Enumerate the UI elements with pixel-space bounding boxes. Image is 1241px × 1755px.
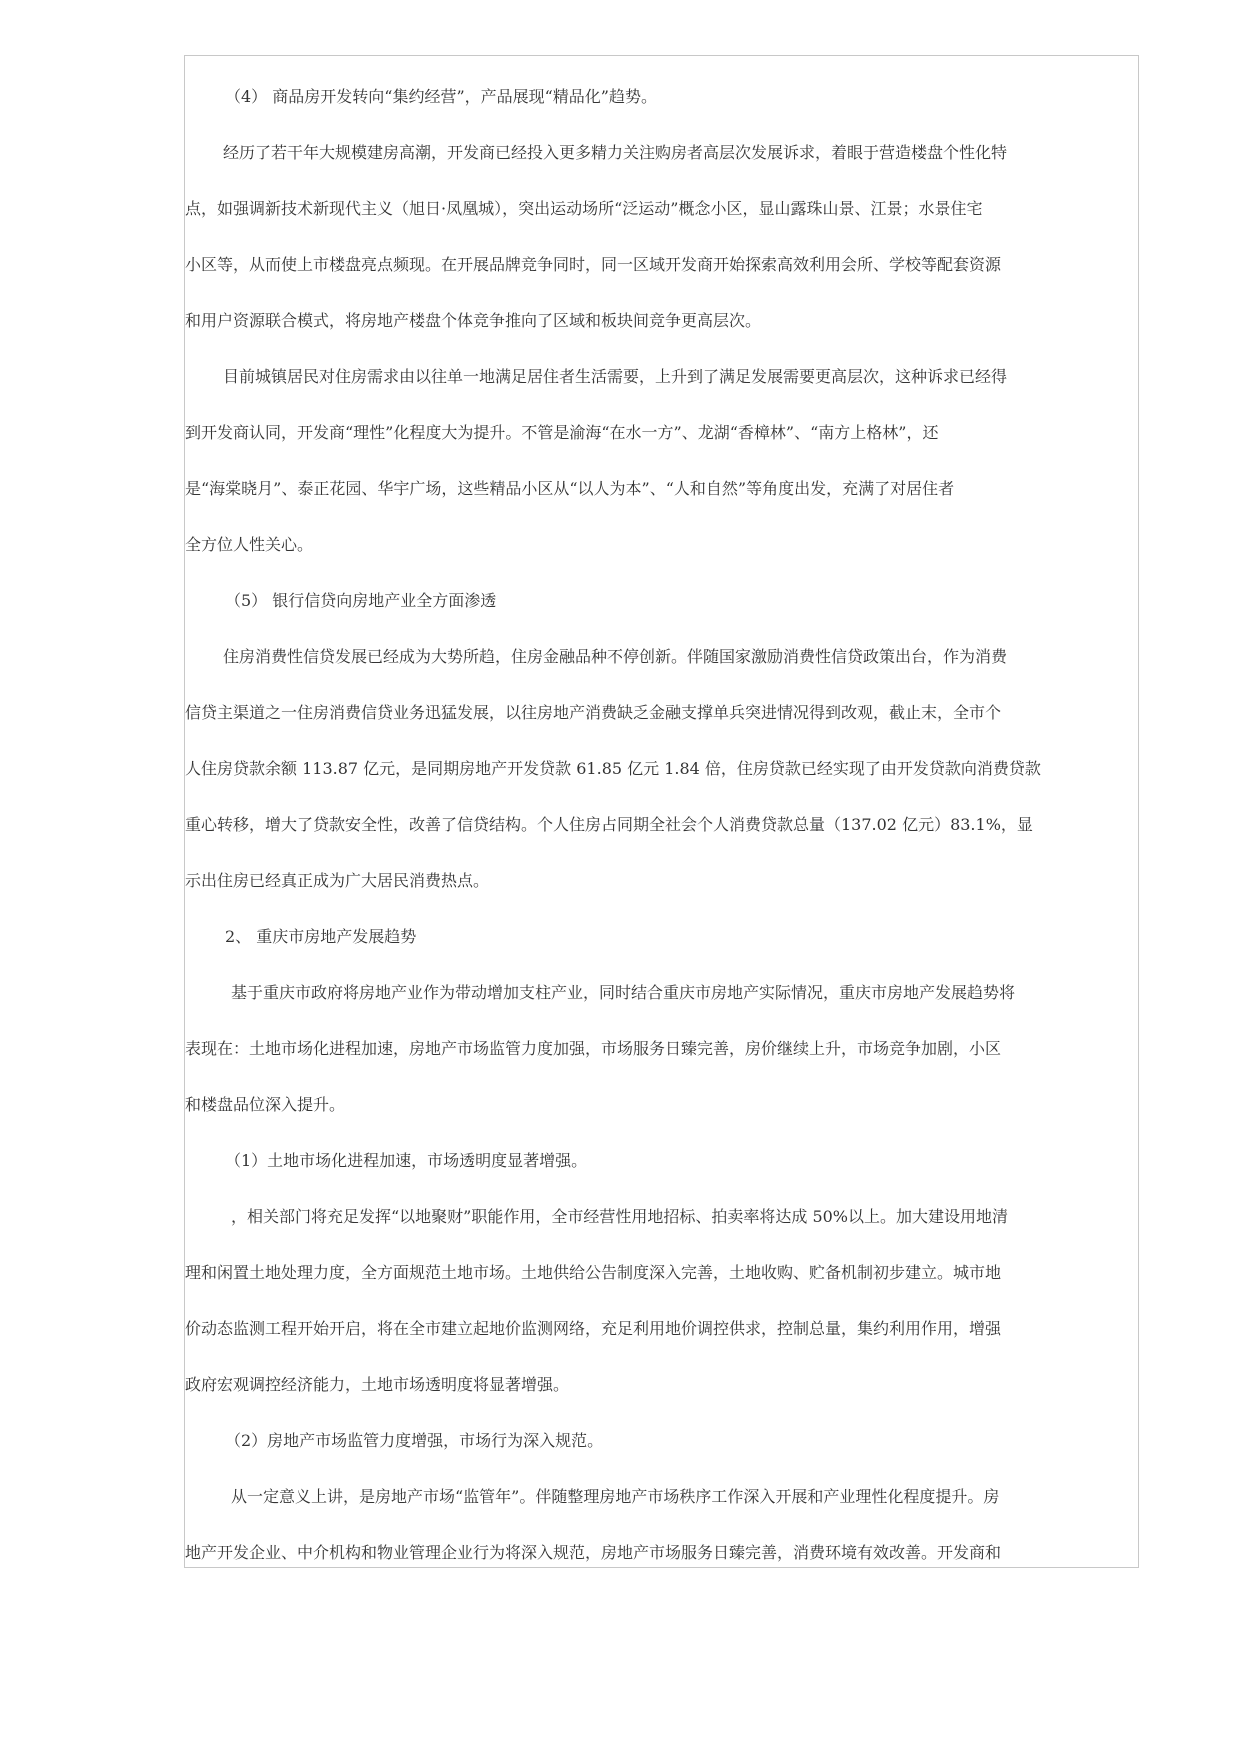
paragraph-first-line: 从一定意义上讲，是房地产市场“监管年”。伴随整理房地产市场秩序工作深入开展和产业理性化程度提升。房 — [231, 1487, 1000, 1506]
paragraph-line: 到开发商认同，开发商“理性”化程度大为提升。不管是渝海“在水一方”、龙湖“香樟林”、“南方上格林”，还 — [185, 423, 939, 442]
section-heading: 2、 重庆市房地产发展趋势 — [225, 927, 417, 946]
section-heading: （4） 商品房开发转向“集约经营”，产品展现“精品化”趋势。 — [225, 87, 657, 106]
paragraph-line: 和楼盘品位深入提升。 — [185, 1095, 346, 1114]
section-heading: （2）房地产市场监管力度增强，市场行为深入规范。 — [225, 1431, 604, 1450]
paragraph-first-line: 住房消费性信贷发展已经成为大势所趋，住房金融品种不停创新。伴随国家激励消费性信贷政策出台，作为消费 — [223, 647, 1008, 666]
document-frame — [184, 55, 1139, 1568]
paragraph-first-line: ，相关部门将充足发挥“以地聚财”职能作用，全市经营性用地招标、拍卖率将达成 50%以上。加大建设用地清 — [231, 1207, 1009, 1226]
paragraph-line: 人住房贷款余额 113.87 亿元，是同期房地产开发贷款 61.85 亿元 1.84 倍，住房贷款已经实现了由开发贷款向消费贷款 — [185, 759, 1041, 778]
paragraph-first-line: 基于重庆市政府将房地产业作为带动增加支柱产业，同时结合重庆市房地产实际情况，重庆市房地产发展趋势将 — [231, 983, 1016, 1002]
paragraph-line: 点，如强调新技术新现代主义（旭日·凤凰城），突出运动场所“泛运动”概念小区，显山露珠山景、江景；水景住宅 — [185, 199, 983, 218]
paragraph-line: 信贷主渠道之一住房消费信贷业务迅猛发展，以往房地产消费缺乏金融支撑单兵突进情况得到改观，截止末，全市个 — [185, 703, 1002, 722]
section-heading: （1）土地市场化进程加速，市场透明度显著增强。 — [225, 1151, 588, 1170]
paragraph-line: 表现在：土地市场化进程加速，房地产市场监管力度加强，市场服务日臻完善，房价继续上升，市场竞争加剧，小区 — [185, 1039, 1002, 1058]
paragraph-first-line: 目前城镇居民对住房需求由以往单一地满足居住者生活需要，上升到了满足发展需要更高层次，这种诉求已经得 — [223, 367, 1008, 386]
paragraph-line: 小区等，从而使上市楼盘亮点频现。在开展品牌竞争同时，同一区域开发商开始探索高效利用会所、学校等配套资源 — [185, 255, 1002, 274]
paragraph-first-line: 经历了若干年大规模建房高潮，开发商已经投入更多精力关注购房者高层次发展诉求，着眼于营造楼盘个性化特 — [223, 143, 1008, 162]
paragraph-line: 重心转移，增大了贷款安全性，改善了信贷结构。个人住房占同期全社会个人消费贷款总量（137.02 亿元）83.1%，显 — [185, 815, 1033, 834]
paragraph-line: 地产开发企业、中介机构和物业管理企业行为将深入规范，房地产市场服务日臻完善，消费环境有效改善。开发商和 — [185, 1543, 1002, 1562]
paragraph-line: 价动态监测工程开始开启，将在全市建立起地价监测网络，充足利用地价调控供求，控制总量，集约利用作用，增强 — [185, 1319, 1002, 1338]
paragraph-line: 全方位人性关心。 — [185, 535, 314, 554]
section-heading: （5） 银行信贷向房地产业全方面渗透 — [225, 591, 497, 610]
paragraph-line: 理和闲置土地处理力度，全方面规范土地市场。土地供给公告制度深入完善，土地收购、贮备机制初步建立。城市地 — [185, 1263, 1002, 1282]
paragraph-line: 示出住房已经真正成为广大居民消费热点。 — [185, 871, 490, 890]
paragraph-line: 是“海棠晓月”、泰正花园、华宇广场，这些精品小区从“以人为本”、“人和自然”等角度出发，充满了对居住者 — [185, 479, 955, 498]
paragraph-line: 政府宏观调控经济能力，土地市场透明度将显著增强。 — [185, 1375, 570, 1394]
document-body — [185, 69, 1139, 1568]
paragraph-line: 和用户资源联合模式，将房地产楼盘个体竞争推向了区域和板块间竞争更高层次。 — [185, 311, 762, 330]
